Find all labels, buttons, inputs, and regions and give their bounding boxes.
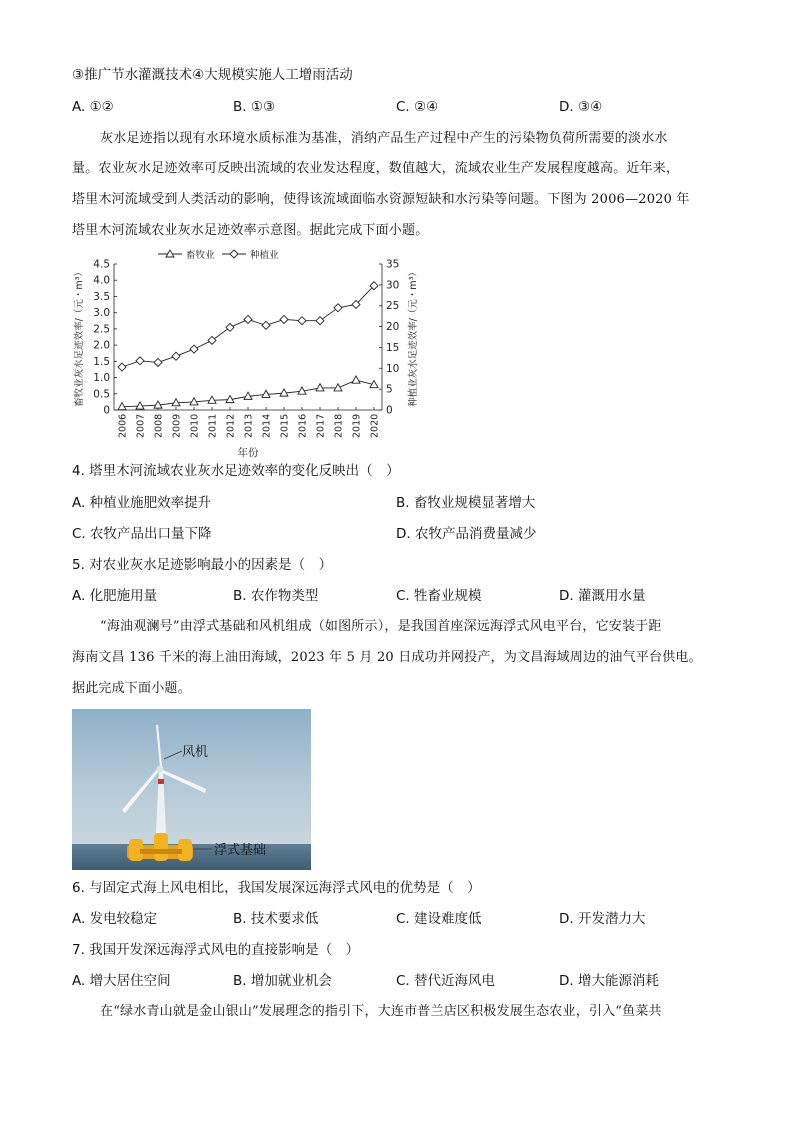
legend-label-livestock: 畜牧业 (186, 250, 215, 261)
q4-option-a[interactable]: A. 种植业施肥效率提升 (72, 495, 212, 511)
passage2-line-1: “海油观澜号”由浮式基础和风机组成（如图所示），是我国首座深远海浮式风电平台，它安装于距 (100, 619, 662, 634)
x-tick-label: 2016 (297, 413, 309, 438)
x-tick-label: 2020 (369, 413, 381, 438)
x-tick-label: 2019 (351, 413, 363, 438)
x-tick-label: 2017 (315, 413, 327, 438)
q3-option-a[interactable]: A. ①② (72, 99, 114, 115)
diamond-point (154, 358, 162, 366)
left-tick-label: 4.0 (93, 274, 110, 287)
diamond-point (316, 317, 324, 325)
q3-option-d[interactable]: D. ③④ (559, 99, 603, 115)
triangle-point (208, 396, 216, 403)
x-tick-label: 2009 (171, 413, 183, 438)
right-tick-label: 10 (386, 362, 400, 375)
passage2-line-2: 海南文昌 136 千米的海上油田海域，2023 年 5 月 20 日成功并网投产，为文昌海域周边的油气平台供电。 (72, 650, 702, 665)
q4-option-d[interactable]: D. 农牧产品消费量减少 (396, 526, 537, 542)
question-4-stem: 4. 塔里木河流域农业灰水足迹效率的变化反映出（ ） (72, 463, 400, 479)
x-tick-label: 2010 (189, 413, 201, 438)
left-tick-label: 3.0 (93, 307, 110, 320)
passage1-line-3: 塔里木河流域受到人类活动的影响，使得该流域面临水资源短缺和水污染等问题。下图为 2006—2020 年 (72, 192, 690, 207)
triangle-point (334, 384, 342, 391)
x-tick-label: 2014 (261, 413, 273, 438)
q7-option-d[interactable]: D. 增大能源消耗 (559, 973, 659, 989)
diamond-point (262, 321, 270, 329)
q5-option-d[interactable]: D. 灌溉用水量 (559, 588, 646, 604)
left-tick-label: 2.0 (93, 339, 110, 352)
question-3-stem-tail: ③推广节水灌溉技术④大规模实施人工增雨活动 (72, 67, 353, 83)
diamond-point (190, 345, 198, 353)
right-tick-label: 0 (386, 404, 393, 417)
diamond-point (298, 317, 306, 325)
water-footprint-chart (70, 244, 430, 459)
right-tick-label: 15 (386, 341, 400, 354)
q5-option-c[interactable]: C. 牲畜业规模 (396, 588, 482, 604)
passage1-line-4: 塔里木河流域农业灰水足迹效率示意图。据此完成下面小题。 (72, 223, 429, 238)
question-6-stem: 6. 与固定式海上风电相比，我国发展深远海浮式风电的优势是（ ） (72, 880, 481, 896)
q4-option-b[interactable]: B. 畜牧业规模显著增大 (396, 495, 536, 511)
q3-option-b[interactable]: B. ①③ (233, 99, 276, 115)
x-tick-label: 2006 (117, 413, 129, 438)
x-tick-label: 2011 (207, 413, 219, 438)
q5-option-b[interactable]: B. 农作物类型 (233, 588, 319, 604)
q6-option-d[interactable]: D. 开发潜力大 (559, 911, 646, 927)
x-axis-title: 年份 (237, 447, 259, 459)
floating-base-label: 浮式基础 (214, 843, 267, 858)
diamond-point (208, 336, 216, 344)
q4-option-c[interactable]: C. 农牧产品出口量下降 (72, 526, 212, 542)
right-tick-label: 25 (386, 300, 400, 313)
turbine-label: 风机 (182, 745, 209, 760)
passage3-line-1: 在“绿水青山就是金山银山”发展理念的指引下，大连市普兰店区积极发展生态农业，引入“鱼菜共 (100, 1004, 662, 1019)
q5-option-a[interactable]: A. 化肥施用量 (72, 588, 158, 604)
left-axis-title: 畜牧业灰水足迹效率/（元・m³） (74, 267, 85, 407)
q6-option-c[interactable]: C. 建设难度低 (396, 911, 482, 927)
left-tick-label: 4.5 (93, 258, 110, 271)
diamond-point (172, 352, 180, 360)
right-tick-label: 35 (386, 258, 400, 271)
x-tick-label: 2012 (225, 413, 237, 438)
diamond-point (334, 304, 342, 312)
right-tick-label: 20 (386, 321, 400, 334)
diamond-point (136, 357, 144, 365)
diamond-point (226, 323, 234, 331)
triangle-point (352, 376, 360, 383)
left-tick-label: 2.5 (93, 323, 110, 336)
x-tick-label: 2007 (135, 413, 147, 438)
triangle-point (118, 403, 126, 410)
legend-triangle-marker (166, 250, 174, 257)
passage1-line-1: 灰水足迹指以现有水环境水质标准为基准，消纳产品生产过程中产生的污染物负荷所需要的淡水水 (100, 131, 668, 146)
right-tick-label: 5 (386, 383, 393, 396)
left-tick-label: 0 (103, 404, 110, 417)
left-tick-label: 3.5 (93, 290, 110, 303)
diamond-point (118, 363, 126, 371)
x-tick-label: 2015 (279, 413, 291, 438)
legend-diamond-marker (230, 250, 238, 258)
question-5-stem: 5. 对农业灰水足迹影响最小的因素是（ ） (72, 557, 333, 573)
legend-label-planting: 种植业 (250, 250, 279, 261)
q7-option-b[interactable]: B. 增加就业机会 (233, 973, 332, 989)
series-line-diamond (122, 286, 374, 367)
q6-option-a[interactable]: A. 发电较稳定 (72, 911, 158, 927)
left-tick-label: 1.5 (93, 355, 110, 368)
passage2-line-3: 据此完成下面小题。 (72, 681, 191, 696)
diamond-point (280, 315, 288, 323)
q6-option-b[interactable]: B. 技术要求低 (233, 911, 319, 927)
diamond-point (244, 315, 252, 323)
x-tick-label: 2018 (333, 413, 345, 438)
q3-option-c[interactable]: C. ②④ (396, 99, 439, 115)
q7-option-c[interactable]: C. 替代近海风电 (396, 973, 496, 989)
triangle-point (316, 384, 324, 391)
left-tick-label: 0.5 (93, 388, 110, 401)
q7-option-a[interactable]: A. 增大居住空间 (72, 973, 171, 989)
passage1-line-2: 量。农业灰水足迹效率可反映出流域的农业发达程度，数值越大，流域农业生产发展程度越高。近年来， (72, 161, 680, 176)
floating-wind-turbine-photo (72, 709, 311, 870)
left-tick-label: 1.0 (93, 372, 110, 385)
x-tick-label: 2008 (153, 413, 165, 438)
x-tick-label: 2013 (243, 413, 255, 438)
question-7-stem: 7. 我国开发深远海浮式风电的直接影响是（ ） (72, 942, 360, 958)
right-tick-label: 30 (386, 279, 400, 292)
right-axis-title: 种植业灰水足迹效率/（元・m³） (408, 267, 419, 407)
